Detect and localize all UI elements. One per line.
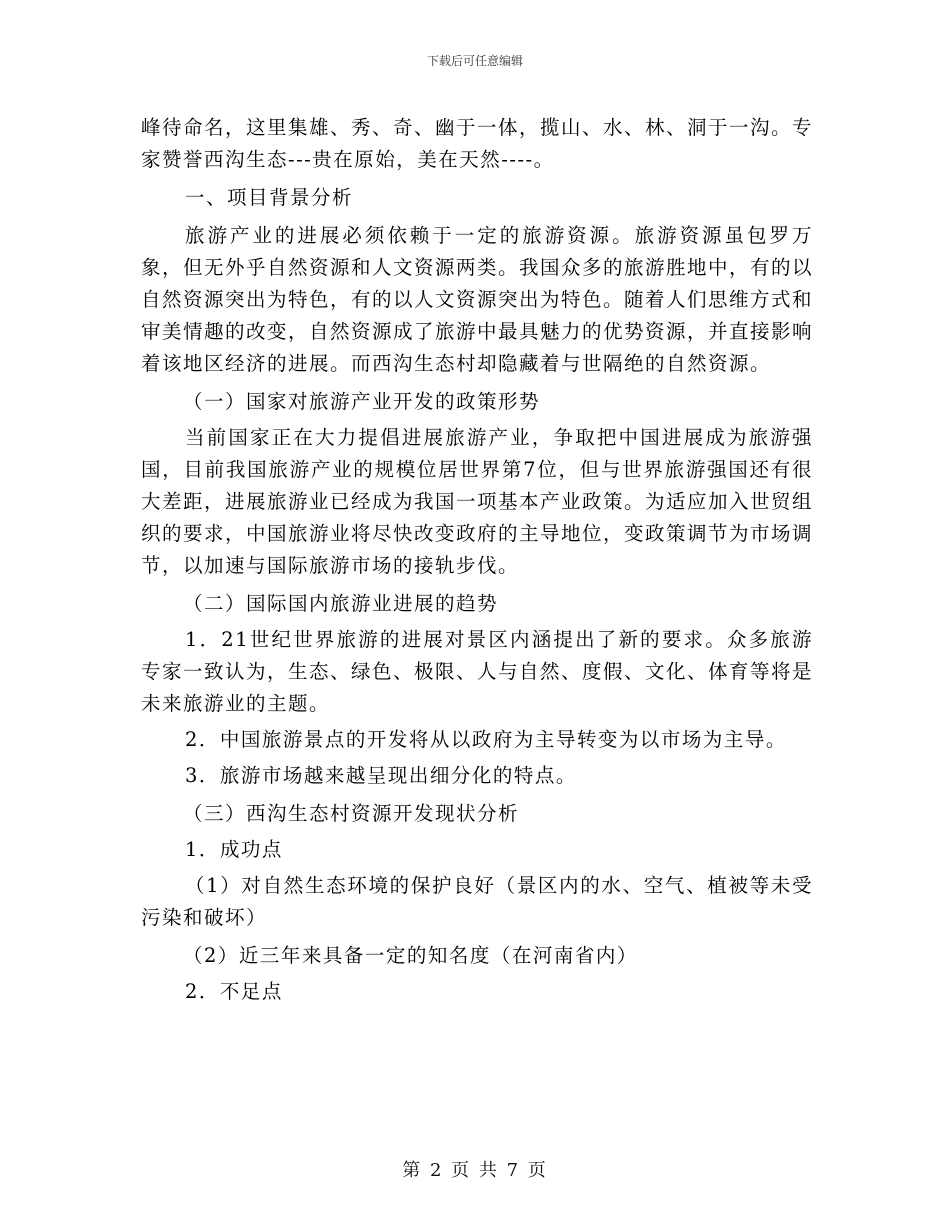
- shortcoming-heading: 2．不足点: [185, 980, 283, 1003]
- subsection-heading-3: （三）西沟生态村资源开发现状分析: [183, 802, 520, 825]
- success-heading: 1．成功点: [185, 838, 283, 861]
- success-item-1: （1）对自然生态环境的保护良好（景区内的水、空气、植被等未受污染和破坏）: [141, 874, 813, 929]
- subsection-heading-1: （一）国家对旅游产业开发的政策形势: [183, 390, 541, 413]
- intro-paragraph: 峰待命名，这里集雄、秀、奇、幽于一体，揽山、水、林、洞于一沟。专家赞誉西沟生态---贵在原始，美在天然----。: [141, 116, 814, 171]
- trend-item-3: 3．旅游市场越来越呈现出细分化的特点。: [185, 764, 577, 787]
- background-paragraph: 旅游产业的进展必须依赖于一定的旅游资源。旅游资源虽包罗万象，但无外乎自然资源和人文资源两类。我国众多的旅游胜地中，有的以自然资源突出为特色，有的以人文资源突出为特色。随着人们思维方式和审美情趣的改变，自然资源成了旅游中最具魅力的优势资源，并直接影响着该地区经济的进展。而西沟生态村却隐藏着与世隔绝的自然资源。: [141, 224, 814, 375]
- success-item-2: （2）近三年来具备一定的知名度（在河南省内）: [183, 944, 638, 967]
- trend-item-1: 1．21世纪世界旅游的进展对景区内涵提出了新的要求。众多旅游专家一致认为，生态、绿色、极限、人与自然、度假、文化、体育等将是未来旅游业的主题。: [141, 628, 814, 715]
- trend-item-2: 2．中国旅游景点的开发将从以政府为主导转变为以市场为主导。: [185, 728, 787, 751]
- document-body: [141, 112, 813, 1008]
- section-heading: 一、项目背景分析: [185, 186, 354, 209]
- page-header: 下载后可任意编辑: [426, 54, 523, 68]
- policy-paragraph: 当前国家正在大力提倡进展旅游产业，争取把中国进展成为旅游强国，目前我国旅游产业的规模位居世界第7位，但与世界旅游强国还有很大差距，进展旅游业已经成为我国一项基本产业政策。为适应加入世贸组织的要求，中国旅游业将尽快改变政府的主导地位，变政策调节为市场调节，以加速与国际旅游市场的接轨步伐。: [141, 426, 814, 577]
- page-number: 第 2 页 共 7 页: [402, 1160, 548, 1181]
- subsection-heading-2: （二）国际国内旅游业进展的趋势: [183, 592, 499, 615]
